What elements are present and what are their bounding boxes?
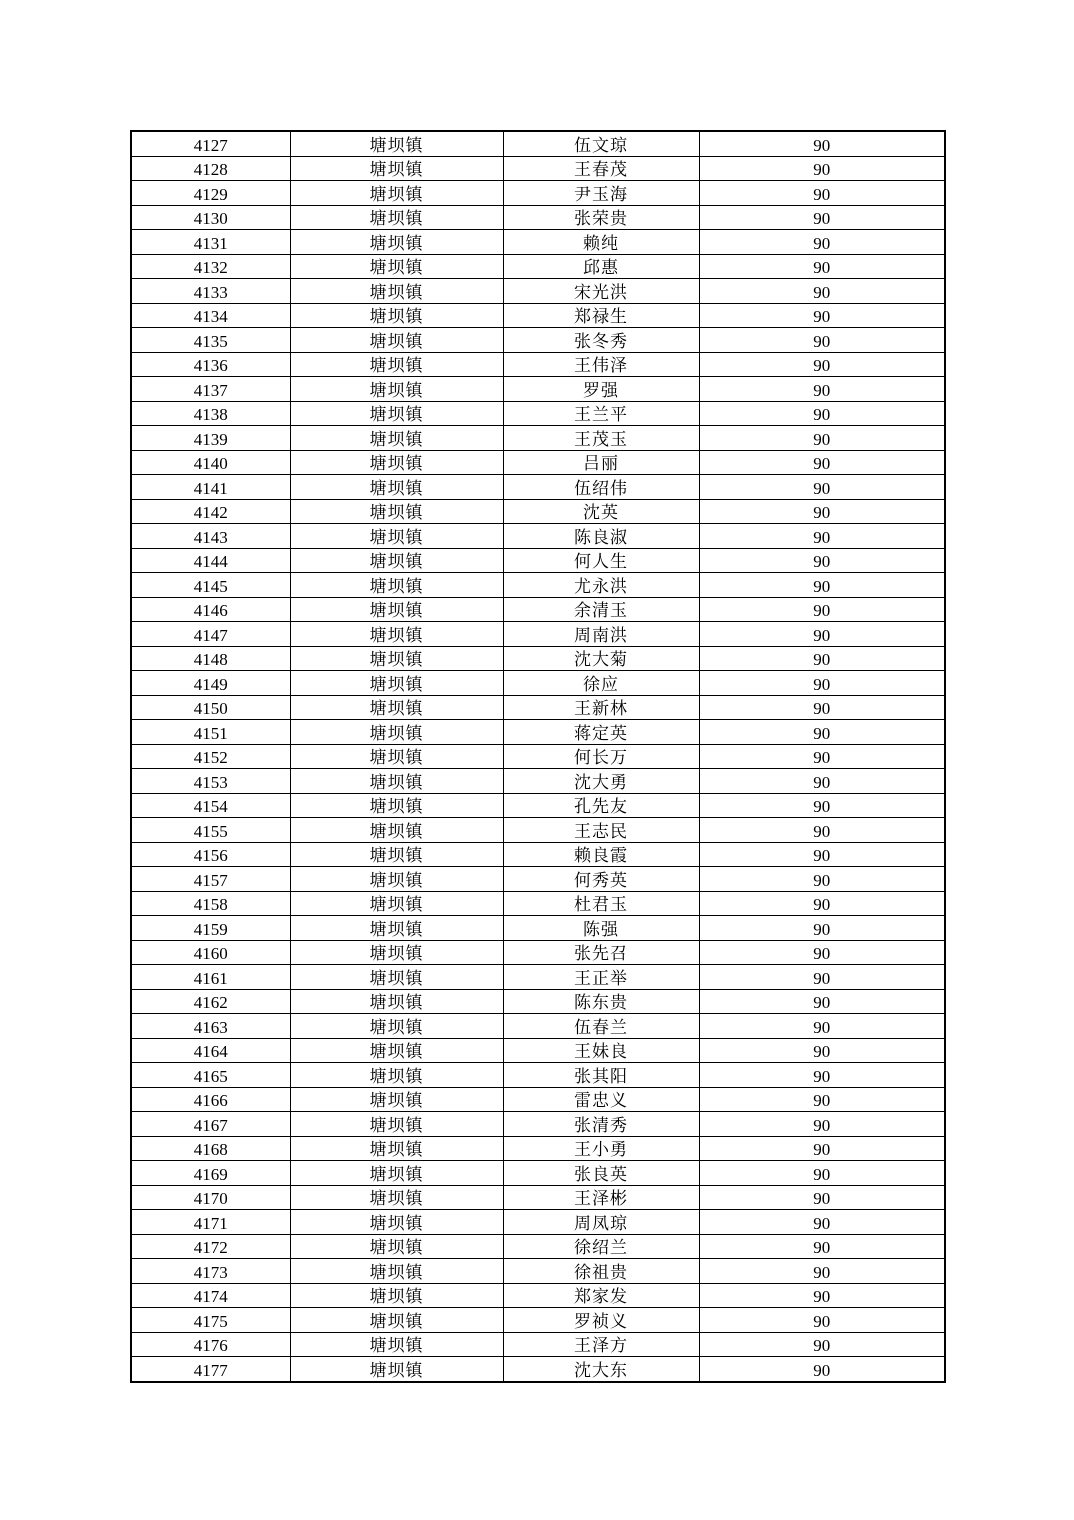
serial-number-cell: 4130 bbox=[131, 205, 290, 230]
town-cell: 塘坝镇 bbox=[290, 1038, 503, 1063]
person-name-cell: 宋光洪 bbox=[503, 279, 699, 304]
town-cell: 塘坝镇 bbox=[290, 597, 503, 622]
value-cell: 90 bbox=[699, 450, 945, 475]
value-cell: 90 bbox=[699, 695, 945, 720]
serial-number-cell: 4175 bbox=[131, 1308, 290, 1333]
person-name-cell: 王春茂 bbox=[503, 156, 699, 181]
value-cell: 90 bbox=[699, 989, 945, 1014]
table-body bbox=[131, 131, 945, 1382]
serial-number-cell: 4165 bbox=[131, 1063, 290, 1088]
person-name-cell: 郑家发 bbox=[503, 1283, 699, 1308]
serial-number-cell: 4147 bbox=[131, 622, 290, 647]
serial-number-cell: 4158 bbox=[131, 891, 290, 916]
town-cell: 塘坝镇 bbox=[290, 1136, 503, 1161]
person-name-cell: 徐祖贵 bbox=[503, 1259, 699, 1284]
person-name-cell: 沈大勇 bbox=[503, 769, 699, 794]
table-row bbox=[131, 769, 945, 794]
town-cell: 塘坝镇 bbox=[290, 499, 503, 524]
table-row bbox=[131, 524, 945, 549]
value-cell: 90 bbox=[699, 940, 945, 965]
table-row bbox=[131, 548, 945, 573]
person-name-cell: 尹玉海 bbox=[503, 181, 699, 206]
town-cell: 塘坝镇 bbox=[290, 401, 503, 426]
table-row bbox=[131, 1332, 945, 1357]
table-row bbox=[131, 965, 945, 990]
value-cell: 90 bbox=[699, 573, 945, 598]
town-cell: 塘坝镇 bbox=[290, 965, 503, 990]
town-cell: 塘坝镇 bbox=[290, 1357, 503, 1382]
table-row bbox=[131, 622, 945, 647]
serial-number-cell: 4159 bbox=[131, 916, 290, 941]
value-cell: 90 bbox=[699, 377, 945, 402]
serial-number-cell: 4145 bbox=[131, 573, 290, 598]
person-name-cell: 赖纯 bbox=[503, 230, 699, 255]
value-cell: 90 bbox=[699, 1063, 945, 1088]
person-name-cell: 张清秀 bbox=[503, 1112, 699, 1137]
serial-number-cell: 4132 bbox=[131, 254, 290, 279]
serial-number-cell: 4142 bbox=[131, 499, 290, 524]
person-name-cell: 王小勇 bbox=[503, 1136, 699, 1161]
town-cell: 塘坝镇 bbox=[290, 1161, 503, 1186]
value-cell: 90 bbox=[699, 548, 945, 573]
person-name-cell: 沈大东 bbox=[503, 1357, 699, 1382]
serial-number-cell: 4155 bbox=[131, 818, 290, 843]
person-name-cell: 陈良淑 bbox=[503, 524, 699, 549]
serial-number-cell: 4149 bbox=[131, 671, 290, 696]
data-table bbox=[130, 130, 946, 1383]
person-name-cell: 张先召 bbox=[503, 940, 699, 965]
serial-number-cell: 4148 bbox=[131, 646, 290, 671]
town-cell: 塘坝镇 bbox=[290, 328, 503, 353]
serial-number-cell: 4157 bbox=[131, 867, 290, 892]
person-name-cell: 周凤琼 bbox=[503, 1210, 699, 1235]
town-cell: 塘坝镇 bbox=[290, 205, 503, 230]
serial-number-cell: 4139 bbox=[131, 426, 290, 451]
person-name-cell: 杜君玉 bbox=[503, 891, 699, 916]
table-row bbox=[131, 1210, 945, 1235]
table-row bbox=[131, 181, 945, 206]
table-row bbox=[131, 1234, 945, 1259]
person-name-cell: 郑禄生 bbox=[503, 303, 699, 328]
person-name-cell: 伍春兰 bbox=[503, 1014, 699, 1039]
value-cell: 90 bbox=[699, 1161, 945, 1186]
town-cell: 塘坝镇 bbox=[290, 940, 503, 965]
serial-number-cell: 4128 bbox=[131, 156, 290, 181]
serial-number-cell: 4146 bbox=[131, 597, 290, 622]
serial-number-cell: 4160 bbox=[131, 940, 290, 965]
town-cell: 塘坝镇 bbox=[290, 622, 503, 647]
table-row bbox=[131, 1357, 945, 1382]
serial-number-cell: 4144 bbox=[131, 548, 290, 573]
town-cell: 塘坝镇 bbox=[290, 426, 503, 451]
person-name-cell: 王泽方 bbox=[503, 1332, 699, 1357]
town-cell: 塘坝镇 bbox=[290, 548, 503, 573]
table-row bbox=[131, 818, 945, 843]
value-cell: 90 bbox=[699, 597, 945, 622]
table-row bbox=[131, 328, 945, 353]
town-cell: 塘坝镇 bbox=[290, 744, 503, 769]
value-cell: 90 bbox=[699, 1234, 945, 1259]
town-cell: 塘坝镇 bbox=[290, 573, 503, 598]
value-cell: 90 bbox=[699, 426, 945, 451]
serial-number-cell: 4156 bbox=[131, 842, 290, 867]
person-name-cell: 陈强 bbox=[503, 916, 699, 941]
table-row bbox=[131, 989, 945, 1014]
value-cell: 90 bbox=[699, 891, 945, 916]
person-name-cell: 罗强 bbox=[503, 377, 699, 402]
town-cell: 塘坝镇 bbox=[290, 989, 503, 1014]
person-name-cell: 尤永洪 bbox=[503, 573, 699, 598]
value-cell: 90 bbox=[699, 156, 945, 181]
person-name-cell: 王正举 bbox=[503, 965, 699, 990]
value-cell: 90 bbox=[699, 524, 945, 549]
serial-number-cell: 4173 bbox=[131, 1259, 290, 1284]
town-cell: 塘坝镇 bbox=[290, 377, 503, 402]
table-row bbox=[131, 1038, 945, 1063]
serial-number-cell: 4168 bbox=[131, 1136, 290, 1161]
town-cell: 塘坝镇 bbox=[290, 156, 503, 181]
person-name-cell: 孔先友 bbox=[503, 793, 699, 818]
person-name-cell: 余清玉 bbox=[503, 597, 699, 622]
serial-number-cell: 4171 bbox=[131, 1210, 290, 1235]
value-cell: 90 bbox=[699, 475, 945, 500]
town-cell: 塘坝镇 bbox=[290, 303, 503, 328]
serial-number-cell: 4177 bbox=[131, 1357, 290, 1382]
value-cell: 90 bbox=[699, 230, 945, 255]
value-cell: 90 bbox=[699, 328, 945, 353]
town-cell: 塘坝镇 bbox=[290, 131, 503, 156]
table-row bbox=[131, 1161, 945, 1186]
table-row bbox=[131, 131, 945, 156]
table-row bbox=[131, 1185, 945, 1210]
value-cell: 90 bbox=[699, 818, 945, 843]
value-cell: 90 bbox=[699, 769, 945, 794]
table-row bbox=[131, 1283, 945, 1308]
town-cell: 塘坝镇 bbox=[290, 1283, 503, 1308]
town-cell: 塘坝镇 bbox=[290, 916, 503, 941]
serial-number-cell: 4135 bbox=[131, 328, 290, 353]
town-cell: 塘坝镇 bbox=[290, 720, 503, 745]
person-name-cell: 周南洪 bbox=[503, 622, 699, 647]
town-cell: 塘坝镇 bbox=[290, 1259, 503, 1284]
person-name-cell: 沈英 bbox=[503, 499, 699, 524]
town-cell: 塘坝镇 bbox=[290, 1234, 503, 1259]
value-cell: 90 bbox=[699, 1185, 945, 1210]
serial-number-cell: 4153 bbox=[131, 769, 290, 794]
value-cell: 90 bbox=[699, 1038, 945, 1063]
serial-number-cell: 4174 bbox=[131, 1283, 290, 1308]
value-cell: 90 bbox=[699, 499, 945, 524]
town-cell: 塘坝镇 bbox=[290, 1063, 503, 1088]
table-row bbox=[131, 1136, 945, 1161]
table-row bbox=[131, 1063, 945, 1088]
town-cell: 塘坝镇 bbox=[290, 793, 503, 818]
value-cell: 90 bbox=[699, 622, 945, 647]
town-cell: 塘坝镇 bbox=[290, 867, 503, 892]
table-row bbox=[131, 573, 945, 598]
value-cell: 90 bbox=[699, 254, 945, 279]
town-cell: 塘坝镇 bbox=[290, 818, 503, 843]
value-cell: 90 bbox=[699, 1112, 945, 1137]
person-name-cell: 徐绍兰 bbox=[503, 1234, 699, 1259]
person-name-cell: 张荣贵 bbox=[503, 205, 699, 230]
town-cell: 塘坝镇 bbox=[290, 254, 503, 279]
town-cell: 塘坝镇 bbox=[290, 671, 503, 696]
town-cell: 塘坝镇 bbox=[290, 842, 503, 867]
serial-number-cell: 4138 bbox=[131, 401, 290, 426]
table-row bbox=[131, 450, 945, 475]
town-cell: 塘坝镇 bbox=[290, 1185, 503, 1210]
value-cell: 90 bbox=[699, 1210, 945, 1235]
town-cell: 塘坝镇 bbox=[290, 279, 503, 304]
value-cell: 90 bbox=[699, 352, 945, 377]
town-cell: 塘坝镇 bbox=[290, 230, 503, 255]
serial-number-cell: 4162 bbox=[131, 989, 290, 1014]
table-row bbox=[131, 597, 945, 622]
value-cell: 90 bbox=[699, 842, 945, 867]
table-row bbox=[131, 867, 945, 892]
serial-number-cell: 4164 bbox=[131, 1038, 290, 1063]
table-row bbox=[131, 279, 945, 304]
serial-number-cell: 4127 bbox=[131, 131, 290, 156]
value-cell: 90 bbox=[699, 181, 945, 206]
serial-number-cell: 4129 bbox=[131, 181, 290, 206]
table-row bbox=[131, 352, 945, 377]
table-row bbox=[131, 156, 945, 181]
value-cell: 90 bbox=[699, 671, 945, 696]
person-name-cell: 张冬秀 bbox=[503, 328, 699, 353]
serial-number-cell: 4154 bbox=[131, 793, 290, 818]
person-name-cell: 王茂玉 bbox=[503, 426, 699, 451]
person-name-cell: 伍绍伟 bbox=[503, 475, 699, 500]
serial-number-cell: 4133 bbox=[131, 279, 290, 304]
person-name-cell: 赖良霞 bbox=[503, 842, 699, 867]
value-cell: 90 bbox=[699, 1087, 945, 1112]
table-row bbox=[131, 744, 945, 769]
person-name-cell: 何秀英 bbox=[503, 867, 699, 892]
table-row bbox=[131, 793, 945, 818]
person-name-cell: 王兰平 bbox=[503, 401, 699, 426]
person-name-cell: 王新林 bbox=[503, 695, 699, 720]
table-row bbox=[131, 842, 945, 867]
town-cell: 塘坝镇 bbox=[290, 450, 503, 475]
table-row bbox=[131, 230, 945, 255]
person-name-cell: 邱惠 bbox=[503, 254, 699, 279]
town-cell: 塘坝镇 bbox=[290, 524, 503, 549]
serial-number-cell: 4137 bbox=[131, 377, 290, 402]
value-cell: 90 bbox=[699, 205, 945, 230]
serial-number-cell: 4150 bbox=[131, 695, 290, 720]
table-row bbox=[131, 475, 945, 500]
serial-number-cell: 4131 bbox=[131, 230, 290, 255]
town-cell: 塘坝镇 bbox=[290, 1112, 503, 1137]
town-cell: 塘坝镇 bbox=[290, 769, 503, 794]
person-name-cell: 蒋定英 bbox=[503, 720, 699, 745]
person-name-cell: 伍文琼 bbox=[503, 131, 699, 156]
table-row bbox=[131, 205, 945, 230]
person-name-cell: 张其阳 bbox=[503, 1063, 699, 1088]
town-cell: 塘坝镇 bbox=[290, 475, 503, 500]
value-cell: 90 bbox=[699, 1332, 945, 1357]
person-name-cell: 吕丽 bbox=[503, 450, 699, 475]
town-cell: 塘坝镇 bbox=[290, 1332, 503, 1357]
town-cell: 塘坝镇 bbox=[290, 352, 503, 377]
person-name-cell: 何长万 bbox=[503, 744, 699, 769]
town-cell: 塘坝镇 bbox=[290, 181, 503, 206]
person-name-cell: 沈大菊 bbox=[503, 646, 699, 671]
table-row bbox=[131, 426, 945, 451]
person-name-cell: 徐应 bbox=[503, 671, 699, 696]
town-cell: 塘坝镇 bbox=[290, 891, 503, 916]
table-row bbox=[131, 1259, 945, 1284]
serial-number-cell: 4134 bbox=[131, 303, 290, 328]
town-cell: 塘坝镇 bbox=[290, 1308, 503, 1333]
town-cell: 塘坝镇 bbox=[290, 1014, 503, 1039]
value-cell: 90 bbox=[699, 1357, 945, 1382]
town-cell: 塘坝镇 bbox=[290, 1210, 503, 1235]
table-row bbox=[131, 401, 945, 426]
table-row bbox=[131, 671, 945, 696]
value-cell: 90 bbox=[699, 916, 945, 941]
table-row bbox=[131, 916, 945, 941]
value-cell: 90 bbox=[699, 303, 945, 328]
table-row bbox=[131, 940, 945, 965]
serial-number-cell: 4166 bbox=[131, 1087, 290, 1112]
value-cell: 90 bbox=[699, 1014, 945, 1039]
value-cell: 90 bbox=[699, 1283, 945, 1308]
person-name-cell: 王妹良 bbox=[503, 1038, 699, 1063]
value-cell: 90 bbox=[699, 744, 945, 769]
serial-number-cell: 4151 bbox=[131, 720, 290, 745]
person-name-cell: 雷忠义 bbox=[503, 1087, 699, 1112]
value-cell: 90 bbox=[699, 1136, 945, 1161]
serial-number-cell: 4136 bbox=[131, 352, 290, 377]
serial-number-cell: 4170 bbox=[131, 1185, 290, 1210]
person-name-cell: 张良英 bbox=[503, 1161, 699, 1186]
person-name-cell: 罗祯义 bbox=[503, 1308, 699, 1333]
table-row bbox=[131, 1014, 945, 1039]
table-row bbox=[131, 720, 945, 745]
person-name-cell: 何人生 bbox=[503, 548, 699, 573]
table-row bbox=[131, 891, 945, 916]
serial-number-cell: 4143 bbox=[131, 524, 290, 549]
value-cell: 90 bbox=[699, 401, 945, 426]
table-row bbox=[131, 646, 945, 671]
table-row bbox=[131, 303, 945, 328]
person-name-cell: 王志民 bbox=[503, 818, 699, 843]
serial-number-cell: 4163 bbox=[131, 1014, 290, 1039]
table-row bbox=[131, 377, 945, 402]
serial-number-cell: 4161 bbox=[131, 965, 290, 990]
table-row bbox=[131, 695, 945, 720]
value-cell: 90 bbox=[699, 1259, 945, 1284]
serial-number-cell: 4169 bbox=[131, 1161, 290, 1186]
serial-number-cell: 4176 bbox=[131, 1332, 290, 1357]
serial-number-cell: 4152 bbox=[131, 744, 290, 769]
table-row bbox=[131, 1308, 945, 1333]
value-cell: 90 bbox=[699, 646, 945, 671]
table-row bbox=[131, 499, 945, 524]
table-row bbox=[131, 1112, 945, 1137]
value-cell: 90 bbox=[699, 867, 945, 892]
value-cell: 90 bbox=[699, 965, 945, 990]
value-cell: 90 bbox=[699, 279, 945, 304]
value-cell: 90 bbox=[699, 720, 945, 745]
town-cell: 塘坝镇 bbox=[290, 695, 503, 720]
town-cell: 塘坝镇 bbox=[290, 646, 503, 671]
serial-number-cell: 4167 bbox=[131, 1112, 290, 1137]
town-cell: 塘坝镇 bbox=[290, 1087, 503, 1112]
value-cell: 90 bbox=[699, 1308, 945, 1333]
value-cell: 90 bbox=[699, 793, 945, 818]
serial-number-cell: 4141 bbox=[131, 475, 290, 500]
person-name-cell: 王泽彬 bbox=[503, 1185, 699, 1210]
value-cell: 90 bbox=[699, 131, 945, 156]
serial-number-cell: 4140 bbox=[131, 450, 290, 475]
serial-number-cell: 4172 bbox=[131, 1234, 290, 1259]
person-name-cell: 陈东贵 bbox=[503, 989, 699, 1014]
person-name-cell: 王伟泽 bbox=[503, 352, 699, 377]
table-row bbox=[131, 1087, 945, 1112]
table-row bbox=[131, 254, 945, 279]
